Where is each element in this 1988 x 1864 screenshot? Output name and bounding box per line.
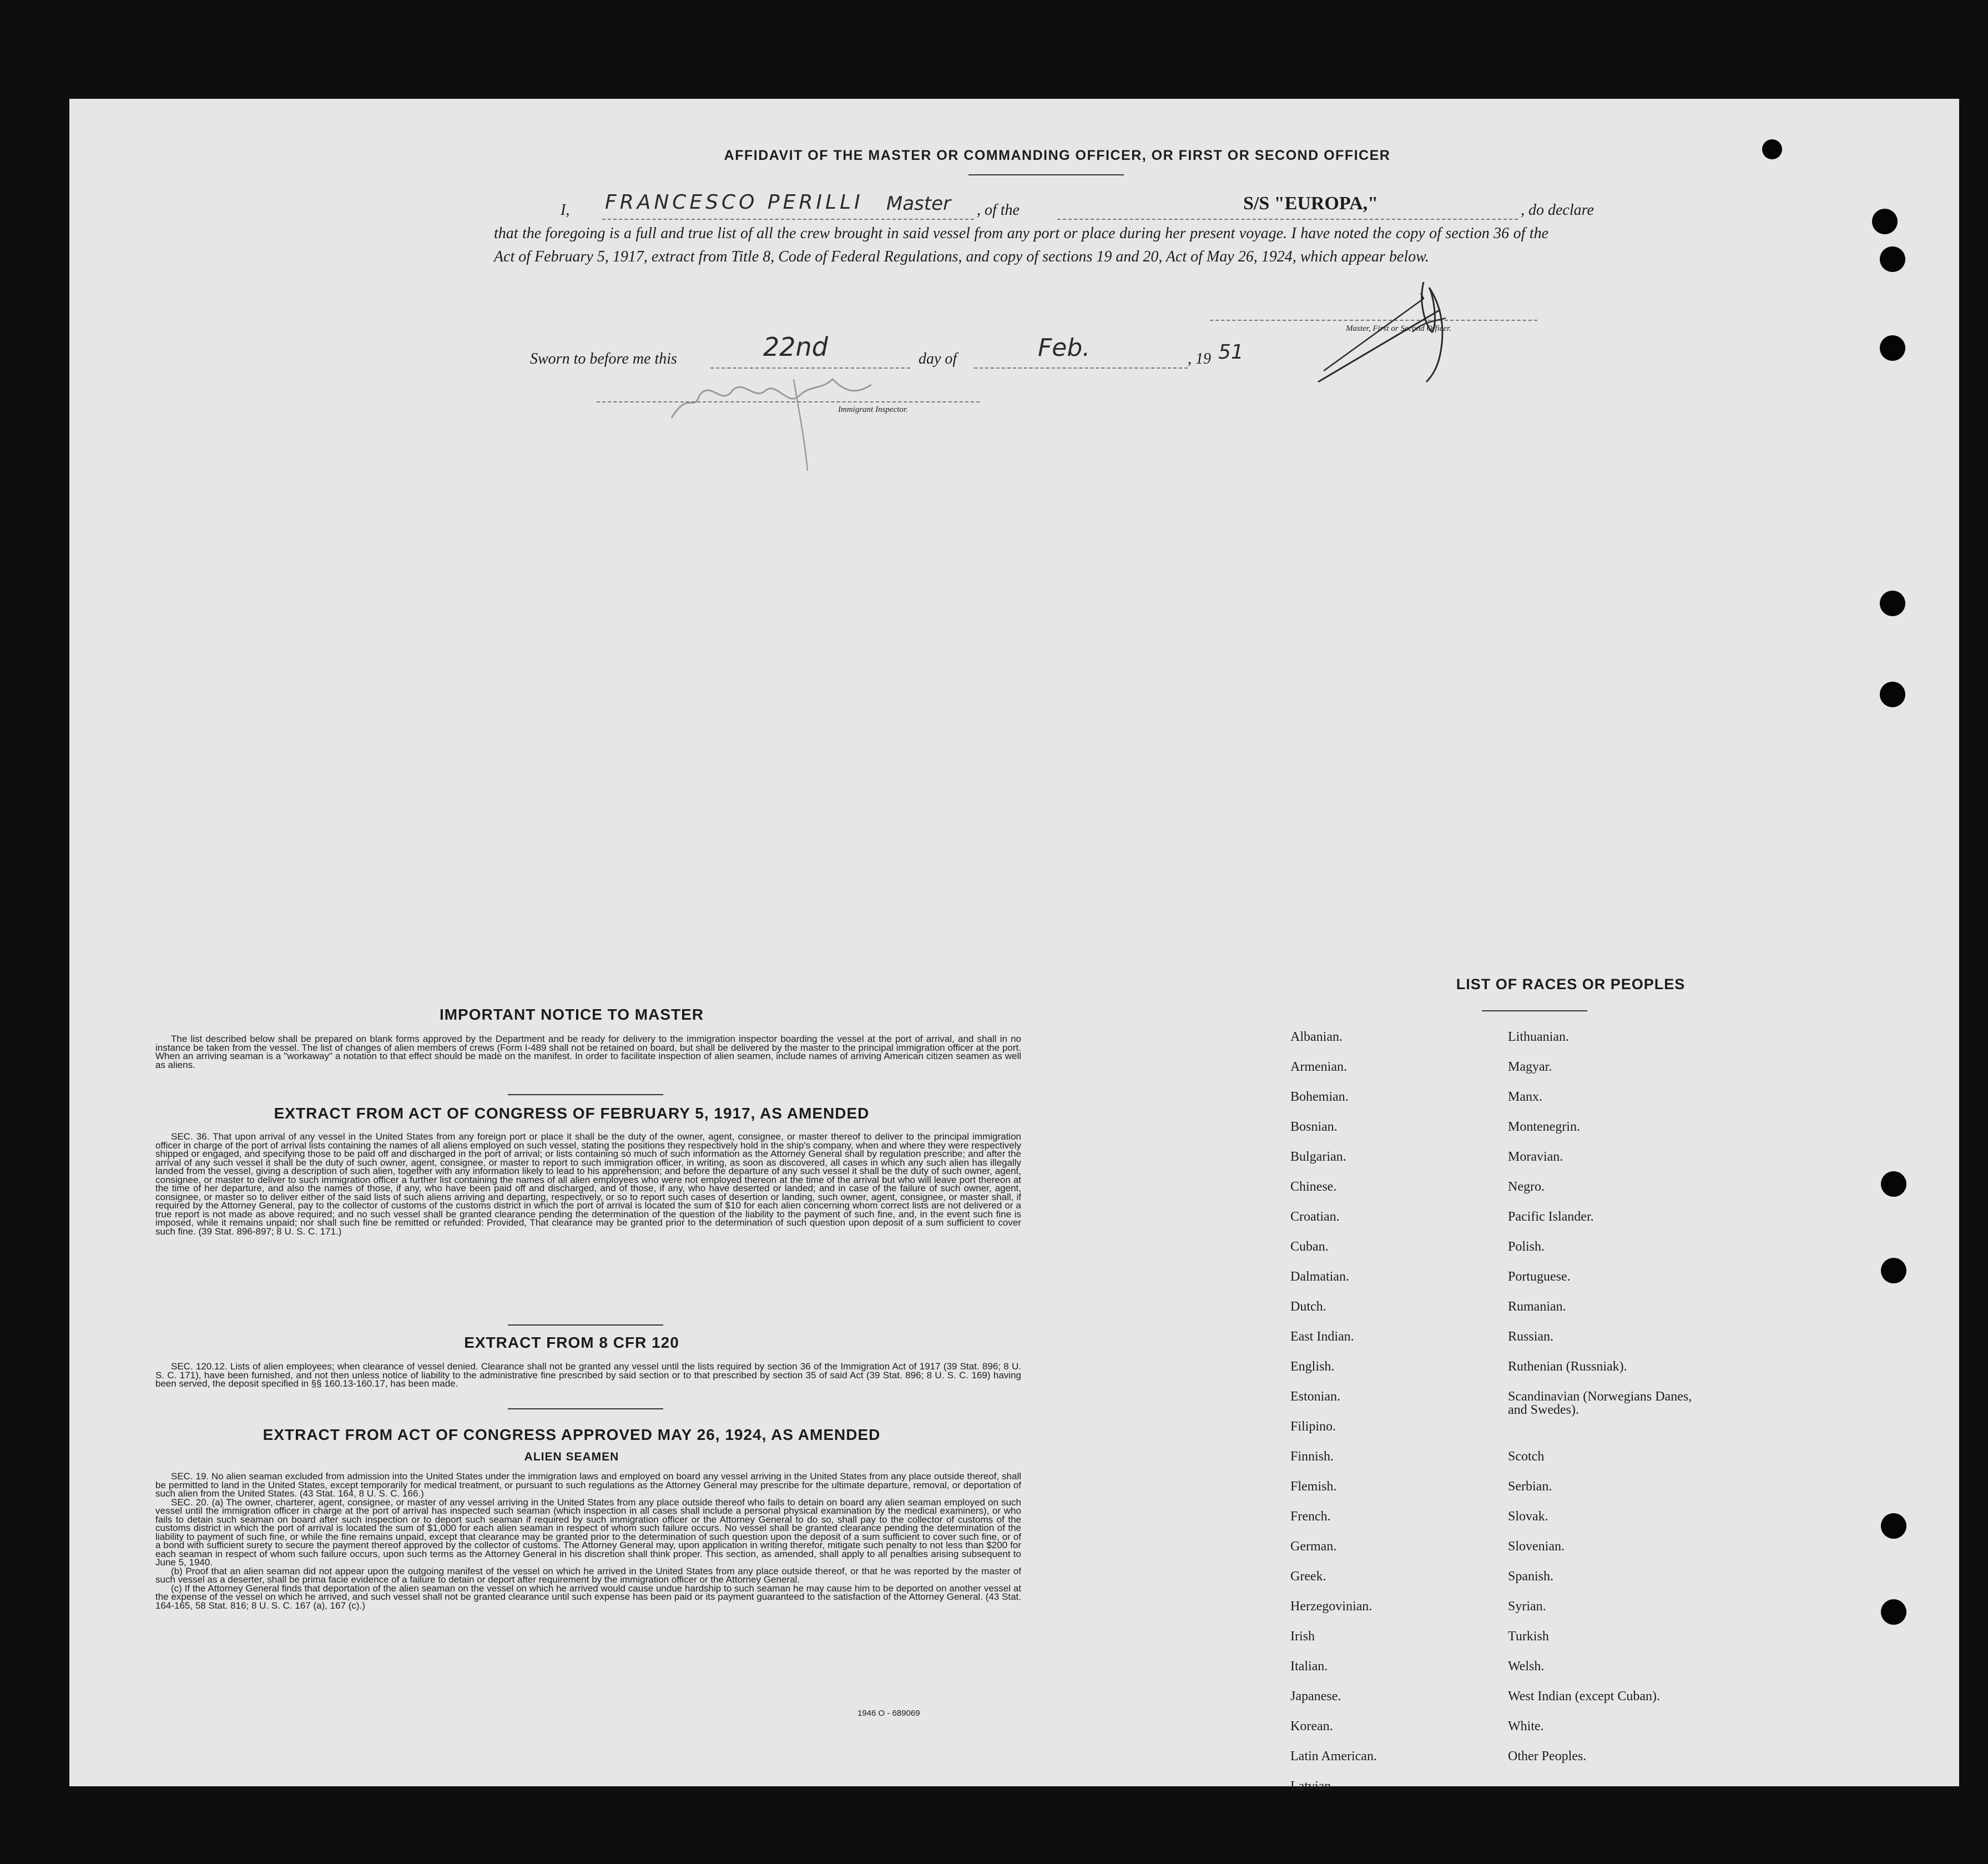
race-item: Croatian. bbox=[1290, 1210, 1340, 1224]
vessel-dotted-line bbox=[1057, 219, 1518, 220]
races-left-column bbox=[1290, 1030, 1490, 1810]
punch-hole bbox=[1881, 1513, 1906, 1539]
race-item bbox=[1508, 1420, 1747, 1450]
races-right-column bbox=[1508, 1030, 1747, 1780]
race-item: Finnish. bbox=[1290, 1449, 1334, 1464]
races-title: LIST OF RACES OR PEOPLES bbox=[1456, 976, 1686, 993]
master-title-handwritten: Master bbox=[886, 193, 951, 215]
race-item: East Indian. bbox=[1290, 1329, 1354, 1344]
sworn-label: Sworn to before me this bbox=[530, 350, 677, 367]
extract-1924-body bbox=[155, 1472, 1021, 1610]
race-item: Manx. bbox=[1508, 1090, 1542, 1104]
race-item: Albanian. bbox=[1290, 1030, 1343, 1044]
section-20a-paragraph: SEC. 20. (a) The owner, charterer, agent, consignee, or master of any vessel arriving in the United States from any place outside thereof who fails to detain on board any alien seaman employed on such vessel until the immigration officer in charge at the port of arrival has inspected such seaman (which inspection in all cases shall include a personal physical examination by the medical examiners), or who fails to detain such seaman on board after such inspection or to deport such seaman if required by such immigration officer or the Attorney General to do so, shall pay to the collector of customs of the customs district in which the port of arrival is located the sum of $1,000 for each alien seaman in respect of whom such failure occurs. No vessel shall be granted clearance pending the determination of the liability to payment of such fine, or while the fine remains unpaid, except that clearance may be granted prior to the determination of such question upon the deposit of a sum sufficient to cover such fine, or of a bond with sufficient surety to secure the payment thereof approved by the collector of customs. The Attorney General may, upon application in writing therefor, mitigate such penalty to not less than $200 for each seaman in respect of whom such failure occurs, upon such terms as the Attorney General in his discretion shall think proper. This section, as amended, shall apply to all penalties arising subsequent to June 5, 1940. bbox=[155, 1497, 1021, 1568]
extract-1917-body bbox=[155, 1132, 1021, 1236]
race-item: Japanese. bbox=[1290, 1689, 1341, 1704]
sworn-day: 22nd bbox=[763, 332, 828, 362]
race-item: Negro. bbox=[1508, 1180, 1545, 1194]
inspector-caption: Immigrant Inspector. bbox=[838, 405, 908, 414]
declaration-line bbox=[502, 191, 1668, 222]
race-item: Chinese. bbox=[1290, 1180, 1337, 1194]
race-item: Cuban. bbox=[1290, 1240, 1329, 1254]
section-36-paragraph: SEC. 36. That upon arrival of any vessel in the United States from any foreign port or place it shall be the duty of the owner, agent, consignee, or master thereof to deliver to the principal immigration officer in charge of the port of arrival lists containing the names of all aliens employed on such vessel, stating the positions they respectively hold in the ship's company, when and where they were respectively shipped or engaged, and specifying those to be paid off and discharged in the port of arrival; or lists containing so much of such information as the Attorney General shall by regulation prescribe; and after the arrival of any such vessel it shall be the duty of such owner, agent, consignee, or master to report to such immigration officer, in writing, as soon as discovered, all cases in which any such alien has illegally landed from the vessel, giving a description of such alien, together with any information likely to lead to his apprehension; and before the departure of any such vessel it shall be the duty of such owner, agent, consignee, or master to deliver to such immigration officer a further list containing the names of all alien employees who were not employed thereon at the time of the arrival but who will leave port thereon at the time of her departure, and also the names of those, if any, who have been paid off and discharged, and of those, if any, who have deserted or landed; and in case of the failure of such owner, agent, consignee, or master so to deliver either of the said lists of such aliens arriving and departing, respectively, or so to report such cases of desertion or landing, such owner, agent, consignee, or master shall, if required by the Attorney General, pay to the collector of customs of the customs district in which the port of arrival is located the sum of $10 for each alien concerning whom correct lists are not delivered or a true report is not made as above required; and no such vessel shall be granted clearance pending the determination of the question of the liability to the payment of such fine, and, in the event such fine is imposed, while it remains unpaid; nor shall such fine be remitted or refunded: Provided, That clearance may be granted prior to the determination of such question upon deposit of a sum sufficient to cover such fine. (39 Stat. 896-897; 8 U. S. C. 171.) bbox=[155, 1131, 1021, 1237]
inspector-signature-line bbox=[597, 401, 980, 402]
affidavit-title: AFFIDAVIT OF THE MASTER OR COMMANDING OFFICER, OR FIRST OR SECOND OFFICER bbox=[724, 148, 1391, 163]
race-item: Syrian. bbox=[1508, 1599, 1546, 1614]
race-item: Bosnian. bbox=[1290, 1120, 1338, 1134]
race-item: Montenegrin. bbox=[1508, 1120, 1580, 1134]
section-20c-paragraph: (c) If the Attorney General finds that deportation of the alien seaman on the vessel on which he arrived would cause undue hardship to such seaman he may cause him to be deported on another vessel at the expense of the vessel on which he arrived, and such vessel shall not be granted clearance until such expense has been paid or its payment guaranteed to the satisfaction of the Attorney General. (43 Stat. 164-165, 58 Stat. 816; 8 U. S. C. 167 (a), 167 (c).) bbox=[155, 1583, 1021, 1611]
extract-1917-title: EXTRACT FROM ACT OF CONGRESS OF FEBRUARY 5, 1917, AS AMENDED bbox=[274, 1105, 870, 1122]
race-item: Korean. bbox=[1290, 1719, 1333, 1734]
of-the-label: , of the bbox=[977, 201, 1020, 219]
race-item: Scandinavian (Norwegians Danes, and Swedes). bbox=[1508, 1389, 1692, 1417]
race-item: Magyar. bbox=[1508, 1060, 1552, 1074]
race-item: West Indian (except Cuban). bbox=[1508, 1689, 1660, 1704]
race-item: Russian. bbox=[1508, 1329, 1554, 1344]
race-item: Latin American. bbox=[1290, 1749, 1377, 1764]
race-item: Serbian. bbox=[1508, 1479, 1552, 1494]
divider bbox=[1482, 1010, 1587, 1011]
race-item: Latvian. bbox=[1290, 1779, 1335, 1794]
race-item: Dutch. bbox=[1290, 1299, 1326, 1314]
section-120-12-paragraph: SEC. 120.12. Lists of alien employees; when clearance of vessel denied. Clearance shall not be granted any vessel until the lists required by section 36 of the Immigration Act of 1917 (39 Stat. 896; 8 U. S. C. 171), have been furnished, and not then unless notice of liability to the administrative fine prescribed by said section or to that prescribed by section 35 of said Act (39 Stat. 896; 8 U. S. C. 169) having been served, the deposit specified in §§ 160.13-160.17, has been made. bbox=[155, 1361, 1021, 1389]
name-dotted-line bbox=[602, 219, 974, 220]
race-item: Lithuanian. bbox=[1508, 1030, 1569, 1044]
print-code: 1946 O - 689069 bbox=[857, 1709, 920, 1718]
race-item: Portuguese. bbox=[1508, 1269, 1571, 1284]
punch-hole bbox=[1762, 139, 1782, 159]
vessel-name: S/S "EUROPA," bbox=[1243, 193, 1379, 214]
punch-hole bbox=[1880, 591, 1905, 616]
section-20b-paragraph: (b) Proof that an alien seaman did not appear upon the outgoing manifest of the vessel on which he arrived in the United States from any place outside thereof, or that he was reported by the master of such vessel as a deserter, shall be prima facie evidence of a failure to detain or deport after requirement by the immigration officer or the Attorney General. bbox=[155, 1565, 1021, 1585]
declaration-body: that the foregoing is a full and true list of all the crew brought in said vessel from any port or place during her present voyage. I have noted the copy of section 36 of the Act of February 5, 1917, extract from Title 8, Code of Federal Regulations, and copy of sections 19 and 20, Act of May 26, 1924, which appear below. bbox=[494, 225, 1548, 265]
punch-hole bbox=[1880, 335, 1905, 361]
divider bbox=[508, 1324, 663, 1326]
race-item: Flemish. bbox=[1290, 1479, 1337, 1494]
race-item: English. bbox=[1290, 1359, 1335, 1374]
master-name: FRANCESCO PERILLI bbox=[605, 191, 864, 214]
race-item: Filipino. bbox=[1290, 1419, 1336, 1434]
extract-cfr-title: EXTRACT FROM 8 CFR 120 bbox=[464, 1334, 679, 1351]
race-item: Bohemian. bbox=[1290, 1090, 1349, 1104]
notice-paragraph: The list described below shall be prepared on blank forms approved by the Department and be ready for delivery to the immigration inspector boarding the vessel at the port of arrival, and shall in no instance be taken from the vessel. The list of changes of alien members of crews (Form I-489 shall not be retained on board, but shall be delivered by the master to the principal immigration officer at the port. When an arriving seaman is a "workaway" a notation to that effect should be made on the manifest. In order to facilitate inspection of alien seamen, include names of arriving American citizen seamen as well as aliens. bbox=[155, 1034, 1021, 1070]
punch-hole bbox=[1872, 209, 1898, 234]
race-item: Moravian. bbox=[1508, 1150, 1563, 1164]
sworn-year: 51 bbox=[1218, 341, 1244, 364]
punch-hole bbox=[1881, 1171, 1906, 1197]
divider bbox=[508, 1408, 663, 1409]
race-item: Other Peoples. bbox=[1508, 1749, 1587, 1764]
punch-hole bbox=[1881, 1258, 1906, 1283]
punch-hole bbox=[1881, 1599, 1906, 1625]
race-item: Slovak. bbox=[1508, 1509, 1548, 1524]
race-item: Scotch bbox=[1508, 1449, 1545, 1464]
sworn-month: Feb. bbox=[1038, 334, 1091, 362]
race-item: German. bbox=[1290, 1539, 1337, 1554]
year-prefix: , 19 bbox=[1188, 350, 1211, 367]
race-item: Bulgarian. bbox=[1290, 1150, 1346, 1164]
race-item: Slovenian. bbox=[1508, 1539, 1565, 1554]
race-item: Irish bbox=[1290, 1629, 1315, 1644]
divider bbox=[508, 1094, 663, 1095]
i-prefix: I, bbox=[561, 201, 570, 219]
race-item: Turkish bbox=[1508, 1629, 1549, 1644]
notice-body bbox=[155, 1035, 1021, 1069]
race-item: Herzegovinian. bbox=[1290, 1599, 1373, 1614]
punch-hole bbox=[1880, 682, 1905, 707]
month-dotted-line bbox=[974, 367, 1188, 369]
race-item: Rumanian. bbox=[1508, 1299, 1566, 1314]
extract-cfr-body bbox=[155, 1362, 1021, 1388]
extract-1924-title: EXTRACT FROM ACT OF CONGRESS APPROVED MAY 26, 1924, AS AMENDED bbox=[263, 1426, 881, 1443]
master-caption: Master, First or Second Officer. bbox=[1346, 324, 1451, 333]
race-item: French. bbox=[1290, 1509, 1331, 1524]
race-item: Italian. bbox=[1290, 1659, 1328, 1674]
race-item: Greek. bbox=[1290, 1569, 1326, 1584]
race-item: Dalmatian. bbox=[1290, 1269, 1349, 1284]
punch-hole bbox=[1880, 246, 1905, 272]
race-item: Armenian. bbox=[1290, 1060, 1347, 1074]
divider bbox=[968, 174, 1124, 175]
race-item: Estonian. bbox=[1290, 1389, 1340, 1404]
race-item: Ruthenian (Russniak). bbox=[1508, 1359, 1627, 1374]
race-item: Welsh. bbox=[1508, 1659, 1545, 1674]
race-item: Spanish. bbox=[1508, 1569, 1554, 1584]
race-item: Pacific Islander. bbox=[1508, 1210, 1594, 1224]
notice-title: IMPORTANT NOTICE TO MASTER bbox=[439, 1006, 704, 1023]
sworn-line bbox=[530, 332, 1363, 375]
race-item: Polish. bbox=[1508, 1240, 1545, 1254]
race-item: White. bbox=[1508, 1719, 1544, 1734]
do-declare-label: , do declare bbox=[1521, 201, 1594, 219]
document-page bbox=[69, 99, 1959, 1794]
section-19-paragraph: SEC. 19. No alien seaman excluded from admission into the United States under the immigration laws and employed on board any vessel arriving in the United States from any place outside thereof, shall be permitted to land in the United States, except temporarily for medical treatment, or pursuant to such regulations as the Attorney General may prescribe for the ultimate departure, removal, or deportation of such alien from the United States. (43 Stat. 164, 8 U. S. C. 166.) bbox=[155, 1471, 1021, 1499]
alien-seamen-subtitle: ALIEN SEAMEN bbox=[524, 1450, 619, 1463]
day-of-label: day of bbox=[919, 350, 957, 367]
